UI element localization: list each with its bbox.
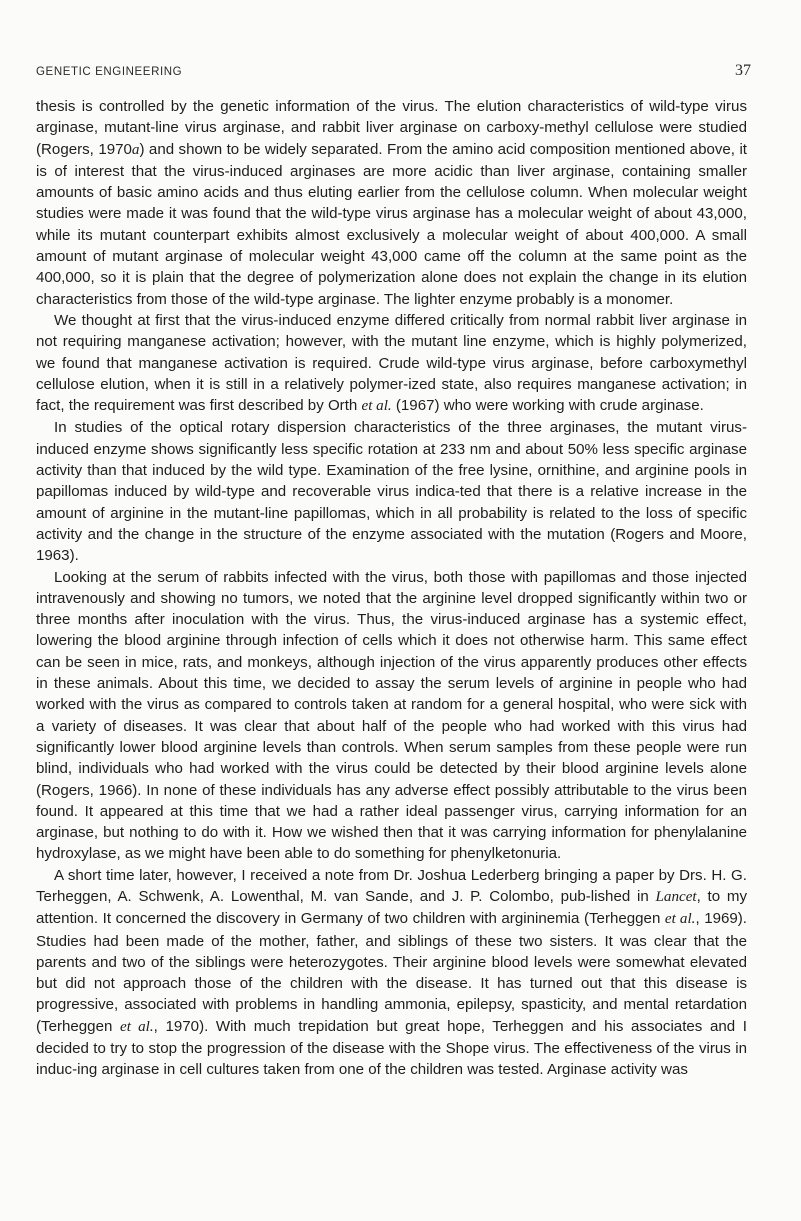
- text-run-italic: a: [131, 141, 140, 158]
- body-text: [36, 96, 747, 1081]
- text-run-italic: et al.: [664, 911, 696, 928]
- book-page: [36, 0, 751, 1221]
- text-run-italic: Lancet: [655, 888, 697, 905]
- text-run: , to my attention. It concerned the discovery in Germany of two children with argininemia (Terheggen: [36, 887, 747, 928]
- text-run: Looking at the serum of rabbits infected with the virus, both those with papillomas and those injected intravenously and showing no tumors, we noted that the arginine level dropped significantly within two or three months after inoculation with the virus. Thus, the virus-induced arginase has a systemic effect, lowering the blood arginine through infection of cells which it does not otherwise harm. This same effect can be seen in mice, rats, and monkeys, although injection of the virus apparently produces other effects in these animals. About this time, we decided to assay the serum levels of arginine in people who had worked with the virus as compared to controls taken at random for a general hospital, who were sick with a variety of diseases. It was clear that about half of the people who had worked with this virus had significantly lower blood arginine levels than controls. When serum samples from these people were run blind, individuals who had worked with the virus could be detected by their blood arginine levels alone (Rogers, 1966). In none of these individuals has any adverse effect possibly attributable to the virus been found. It appeared at this time that we had a rather ideal passenger virus, carrying information for an arginase, but nothing to do with it. How we wished then that it was carrying information for phenylalanine hydroxylase, as we might have been able to do something for phenylketonuria.: [36, 568, 747, 863]
- text-run: , 1969). Studies had been made of the mother, father, and siblings of these two sisters. It was clear that the parents and two of the siblings were heterozygotes. Their arginine blood levels were somewhat elevated but did not approach those of the children with the disease. It has turned out that this disease is progressive, associated with problems in handling ammonia, epilepsy, spasticity, and mental retardation (Terheggen: [36, 910, 747, 1035]
- paragraph: [36, 865, 747, 1081]
- running-head-title: GENETIC ENGINEERING: [36, 66, 183, 78]
- paragraph: [36, 310, 747, 417]
- text-run: thesis is controlled by the genetic information of the virus. The elution characteristics of wild-type virus arginase, mutant-line virus arginase, and rabbit liver arginase on carboxy-methyl cellulose were studied (Rogers, 1970: [36, 98, 747, 158]
- text-run: , 1970). With much trepidation but great hope, Terheggen and his associates and I decided to try to stop the progression of the disease with the Shope virus. The effectiveness of the virus in induc-ing arginase in cell cultures taken from one of the children was tested. Arginase activity was: [36, 1017, 747, 1079]
- text-run: We thought at first that the virus-induced enzyme differed critically from normal rabbit liver arginase in not requiring manganese activation; however, with the mutant line enzyme, which is highly polymerized, we found that manganese activation is required. Crude wild-type virus arginase, before carboxymethyl cellulose elution, when it is still in a relatively polymer-ized state, also requires manganese activation; in fact, the requirement was first described by Orth: [36, 311, 747, 415]
- text-run-italic: et al.: [120, 1018, 154, 1035]
- text-run: In studies of the optical rotary dispersion characteristics of the three arginases, the mutant virus-induced enzyme shows significantly less specific rotation at 233 nm and about 50% less specific arginase activity than that induced by the wild type. Examination of the free lysine, ornithine, and arginine pools in papillomas induced by wild-type and recoverable virus indica-ted that there is a relative increase in the amount of arginine in the mutant-line papillomas, which in all probability is related to the loss of specific activity and the change in the structure of the enzyme associated with the mutation (Rogers and Moore, 1963).: [36, 419, 747, 565]
- paragraph: [36, 96, 747, 310]
- paragraph: [36, 417, 747, 566]
- text-run: A short time later, however, I received a note from Dr. Joshua Lederberg bringing a paper by Drs. H. G. Terheggen, A. Schwenk, A. Lowenthal, M. van Sande, and J. P. Colombo, pub-lished in: [36, 866, 747, 905]
- text-run-italic: et al.: [361, 398, 392, 415]
- text-run: (1967) who were working with crude arginase.: [391, 397, 704, 415]
- running-head: [36, 62, 751, 84]
- text-run: ) and shown to be widely separated. From the amino acid composition mentioned above, it is of interest that the virus-induced arginases are more acidic than liver arginase, containing smaller amounts of basic amino acids and thus eluting earlier from the cellulose column. When molecular weight studies were made it was found that the wild-type virus arginase has a molecular weight of about 43,000, while its mutant counterpart exhibits almost exclusively a molecular weight of about 400,000. A small amount of mutant arginase of molecular weight 43,000 came off the column at the same point as the 400,000, so it is plain that the degree of polymerization alone does not explain the change in its elution characteristics from those of the wild-type arginase. The lighter enzyme probably is a monomer.: [36, 140, 747, 308]
- paragraph: [36, 567, 747, 865]
- page-number: 37: [735, 62, 751, 79]
